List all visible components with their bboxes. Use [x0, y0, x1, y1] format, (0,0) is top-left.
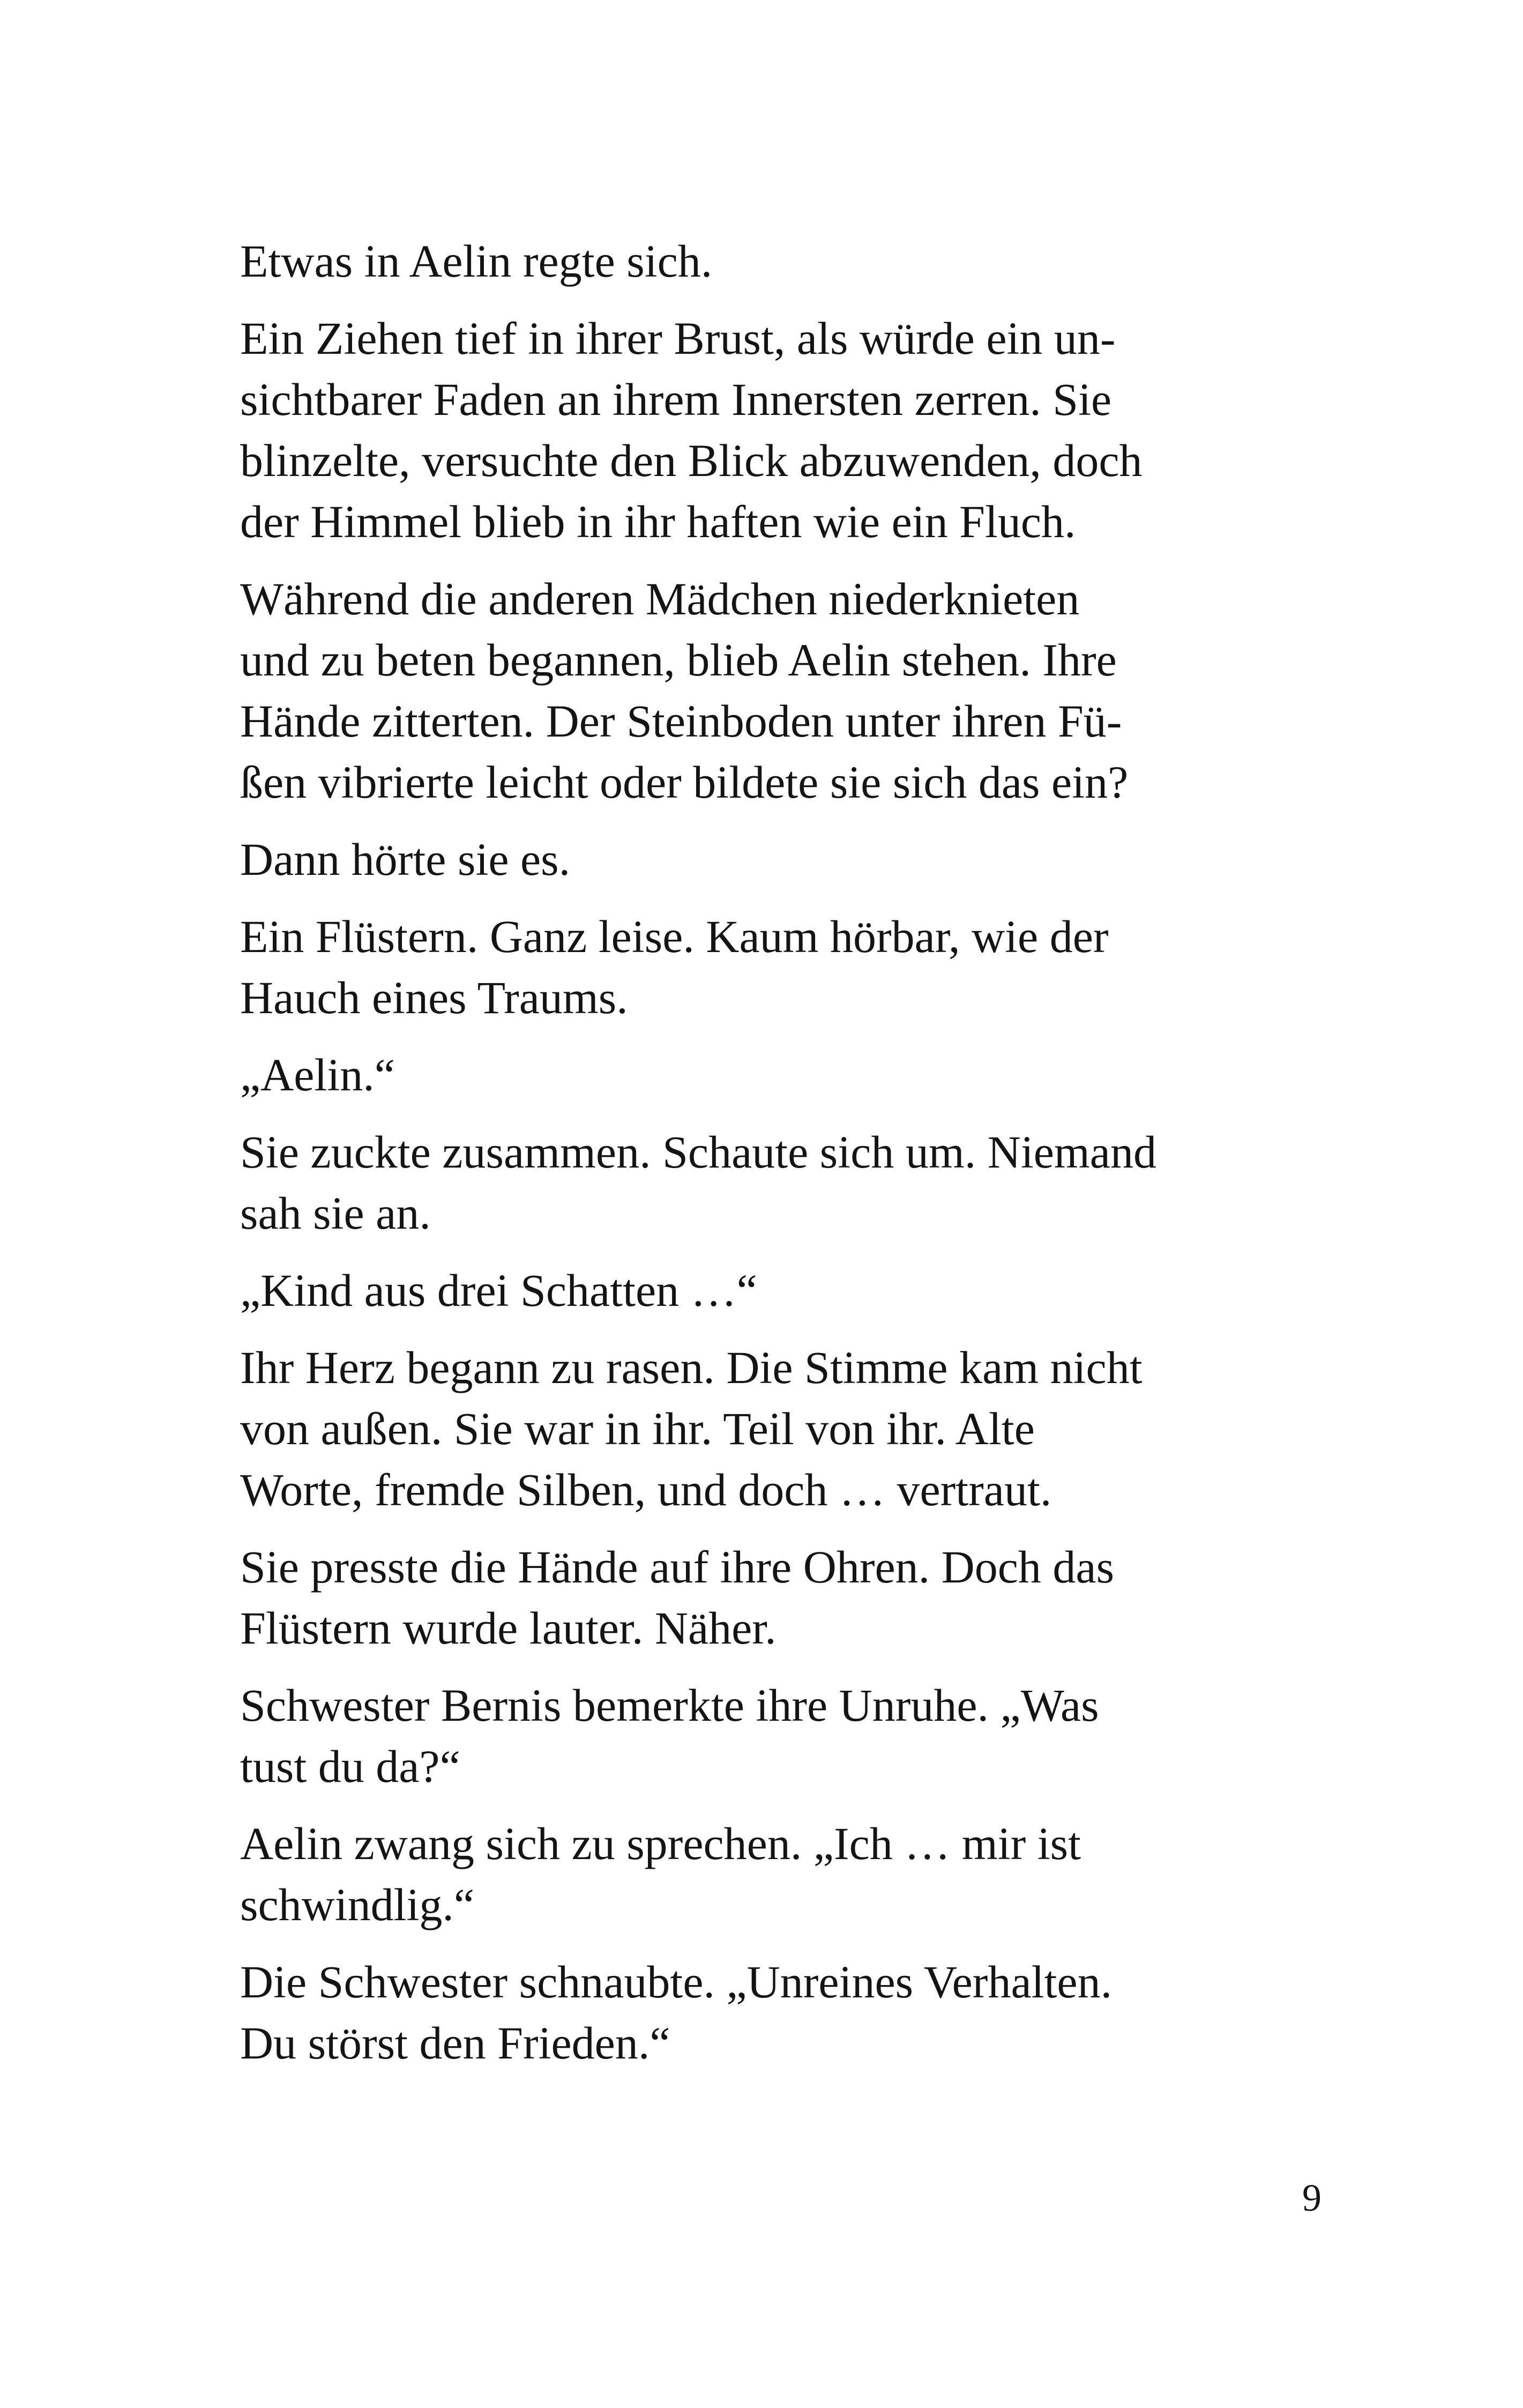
text-line: schwindlig.“ [240, 1879, 475, 1930]
paragraph [240, 829, 1333, 890]
text-line: von außen. Sie war in ihr. Teil von ihr. Alte [240, 1403, 1035, 1454]
paragraph [240, 1044, 1333, 1105]
text-line: Etwas in Aelin regte sich. [240, 235, 713, 287]
text-line: blinzelte, versuchte den Blick abzuwenden, doch [240, 435, 1143, 486]
text-line: sichtbarer Faden an ihrem Innersten zerren. Sie [240, 374, 1112, 425]
paragraph [240, 906, 1333, 1028]
text-line: Schwester Bernis bemerkte ihre Unruhe. „Was [240, 1679, 1099, 1731]
text-line: und zu beten begannen, blieb Aelin stehen. Ihre [240, 634, 1117, 686]
paragraph [240, 1536, 1333, 1659]
text-line: Worte, fremde Silben, und doch … vertraut. [240, 1464, 1052, 1515]
text-line: sah sie an. [240, 1187, 431, 1239]
text-line: „Kind aus drei Schatten …“ [240, 1265, 757, 1316]
text-line: „Aelin.“ [240, 1049, 395, 1101]
paragraph [240, 1260, 1333, 1321]
paragraph [240, 1121, 1333, 1244]
text-line: Ihr Herz begann zu rasen. Die Stimme kam nicht [240, 1342, 1143, 1393]
text-line: tust du da?“ [240, 1741, 460, 1792]
text-line: Hände zitterten. Der Steinboden unter ihren Fü- [240, 695, 1122, 747]
text-line: Ein Flüstern. Ganz leise. Kaum hörbar, wie der [240, 911, 1109, 962]
text-line: Flüstern wurde lauter. Näher. [240, 1602, 777, 1654]
paragraph [240, 308, 1333, 552]
text-line: Die Schwester schnaubte. „Unreines Verhalten. [240, 1956, 1113, 2008]
text-line: der Himmel blieb in ihr haften wie ein Fluch. [240, 496, 1076, 547]
text-line: Aelin zwang sich zu sprechen. „Ich … mir ist [240, 1818, 1081, 1869]
text-line: Hauch eines Traums. [240, 972, 628, 1023]
body-text [240, 231, 1333, 2090]
paragraph [240, 231, 1333, 292]
paragraph [240, 1337, 1333, 1520]
text-line: Ein Ziehen tief in ihrer Brust, als würde ein un- [240, 313, 1116, 364]
page-number: 9 [1302, 2176, 1322, 2219]
text-line: Du störst den Frieden.“ [240, 2017, 670, 2069]
paragraph [240, 1675, 1333, 1797]
text-line: Während die anderen Mädchen niederknieten [240, 573, 1080, 625]
paragraph [240, 1951, 1333, 2073]
text-line: Sie zuckte zusammen. Schaute sich um. Niemand [240, 1126, 1156, 1178]
text-line: Dann hörte sie es. [240, 834, 571, 885]
paragraph [240, 568, 1333, 813]
paragraph [240, 1813, 1333, 1935]
text-line: Sie presste die Hände auf ihre Ohren. Doch das [240, 1541, 1115, 1593]
text-line: ßen vibrierte leicht oder bildete sie sich das ein? [240, 756, 1129, 808]
